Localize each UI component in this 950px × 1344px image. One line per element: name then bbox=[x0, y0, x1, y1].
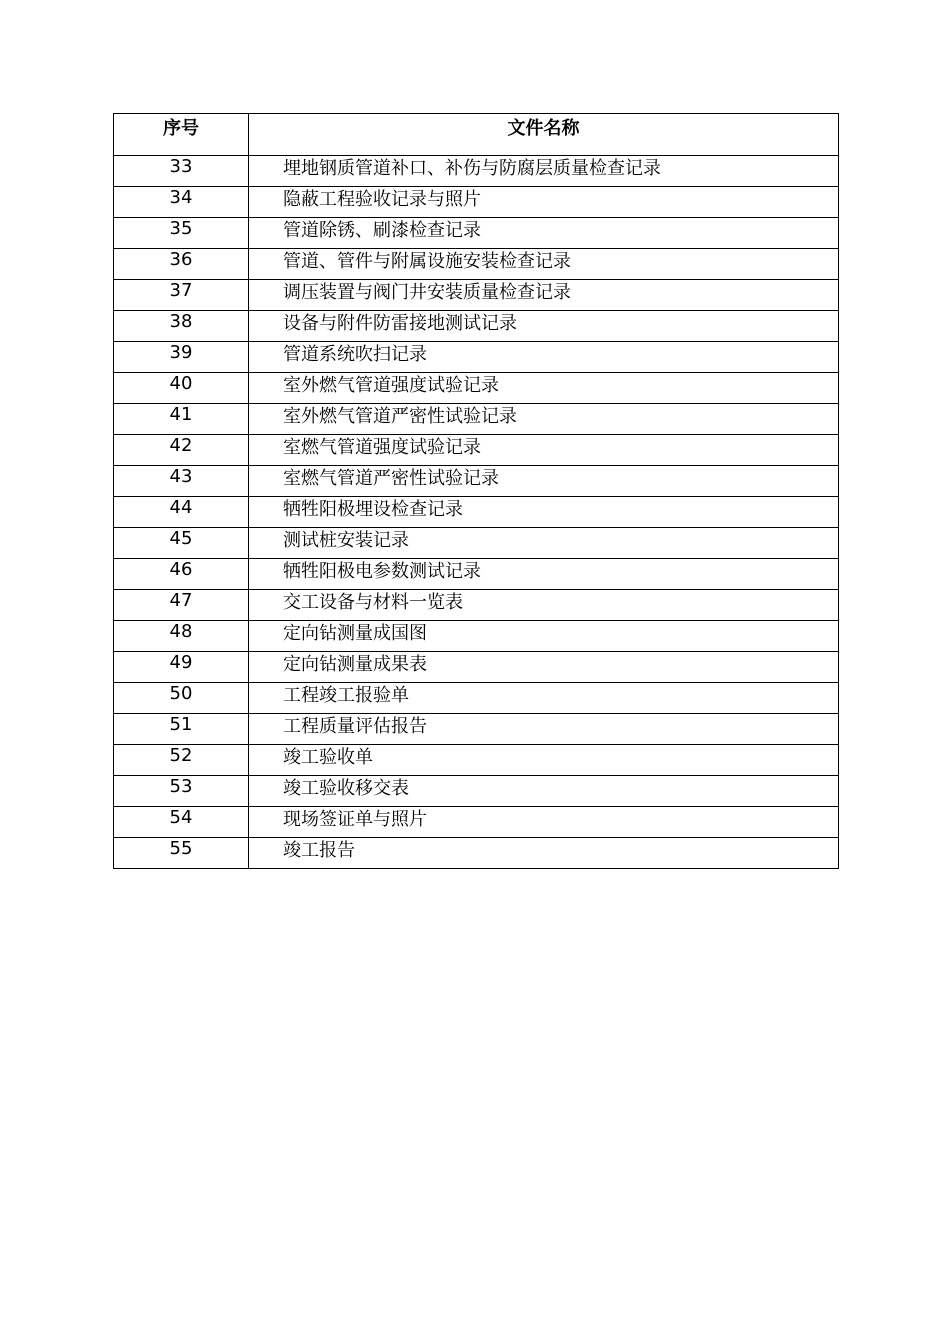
row-file-name: 隐蔽工程验收记录与照片 bbox=[249, 187, 839, 218]
row-number: 46 bbox=[114, 559, 249, 590]
row-number: 35 bbox=[114, 218, 249, 249]
row-number: 33 bbox=[114, 156, 249, 187]
row-number: 44 bbox=[114, 497, 249, 528]
row-file-name: 现场签证单与照片 bbox=[249, 807, 839, 838]
table-row bbox=[114, 590, 839, 621]
table-row bbox=[114, 280, 839, 311]
row-file-name: 定向钻测量成国图 bbox=[249, 621, 839, 652]
row-number: 53 bbox=[114, 776, 249, 807]
row-file-name: 室外燃气管道强度试验记录 bbox=[249, 373, 839, 404]
row-file-name: 室外燃气管道严密性试验记录 bbox=[249, 404, 839, 435]
row-number: 54 bbox=[114, 807, 249, 838]
table-row bbox=[114, 745, 839, 776]
row-file-name: 竣工报告 bbox=[249, 838, 839, 869]
table-row bbox=[114, 404, 839, 435]
table-row bbox=[114, 621, 839, 652]
row-file-name: 工程竣工报验单 bbox=[249, 683, 839, 714]
row-file-name: 室燃气管道严密性试验记录 bbox=[249, 466, 839, 497]
table-row bbox=[114, 838, 839, 869]
row-file-name: 管道除锈、刷漆检查记录 bbox=[249, 218, 839, 249]
row-number: 55 bbox=[114, 838, 249, 869]
file-list-table bbox=[113, 113, 839, 869]
row-file-name: 牺牲阳极埋设检查记录 bbox=[249, 497, 839, 528]
table-row bbox=[114, 714, 839, 745]
row-file-name: 竣工验收移交表 bbox=[249, 776, 839, 807]
row-number: 38 bbox=[114, 311, 249, 342]
row-file-name: 调压装置与阀门井安装质量检查记录 bbox=[249, 280, 839, 311]
row-number: 36 bbox=[114, 249, 249, 280]
table-row bbox=[114, 466, 839, 497]
row-number: 34 bbox=[114, 187, 249, 218]
table-row bbox=[114, 249, 839, 280]
row-number: 37 bbox=[114, 280, 249, 311]
row-file-name: 工程质量评估报告 bbox=[249, 714, 839, 745]
header-file-name: 文件名称 bbox=[249, 114, 839, 156]
row-file-name: 测试桩安装记录 bbox=[249, 528, 839, 559]
row-file-name: 交工设备与材料一览表 bbox=[249, 590, 839, 621]
row-number: 43 bbox=[114, 466, 249, 497]
row-number: 49 bbox=[114, 652, 249, 683]
row-file-name: 管道系统吹扫记录 bbox=[249, 342, 839, 373]
table-row bbox=[114, 373, 839, 404]
table-row bbox=[114, 218, 839, 249]
row-file-name: 设备与附件防雷接地测试记录 bbox=[249, 311, 839, 342]
row-file-name: 定向钻测量成果表 bbox=[249, 652, 839, 683]
row-number: 39 bbox=[114, 342, 249, 373]
row-file-name: 牺牲阳极电参数测试记录 bbox=[249, 559, 839, 590]
row-file-name: 埋地钢质管道补口、补伤与防腐层质量检查记录 bbox=[249, 156, 839, 187]
table-row bbox=[114, 497, 839, 528]
row-number: 40 bbox=[114, 373, 249, 404]
header-row bbox=[114, 114, 839, 156]
table-body bbox=[114, 156, 839, 869]
table-row bbox=[114, 683, 839, 714]
table-row bbox=[114, 528, 839, 559]
table-row bbox=[114, 311, 839, 342]
table-row bbox=[114, 776, 839, 807]
row-file-name: 室燃气管道强度试验记录 bbox=[249, 435, 839, 466]
header-number: 序号 bbox=[114, 114, 249, 156]
row-number: 52 bbox=[114, 745, 249, 776]
table-row bbox=[114, 559, 839, 590]
row-number: 45 bbox=[114, 528, 249, 559]
row-file-name: 管道、管件与附属设施安装检查记录 bbox=[249, 249, 839, 280]
row-number: 47 bbox=[114, 590, 249, 621]
row-number: 48 bbox=[114, 621, 249, 652]
table-row bbox=[114, 342, 839, 373]
row-file-name: 竣工验收单 bbox=[249, 745, 839, 776]
table-row bbox=[114, 187, 839, 218]
row-number: 51 bbox=[114, 714, 249, 745]
table-header bbox=[114, 114, 839, 156]
row-number: 42 bbox=[114, 435, 249, 466]
table-row bbox=[114, 807, 839, 838]
table-row bbox=[114, 156, 839, 187]
table-row bbox=[114, 435, 839, 466]
row-number: 50 bbox=[114, 683, 249, 714]
row-number: 41 bbox=[114, 404, 249, 435]
table-row bbox=[114, 652, 839, 683]
